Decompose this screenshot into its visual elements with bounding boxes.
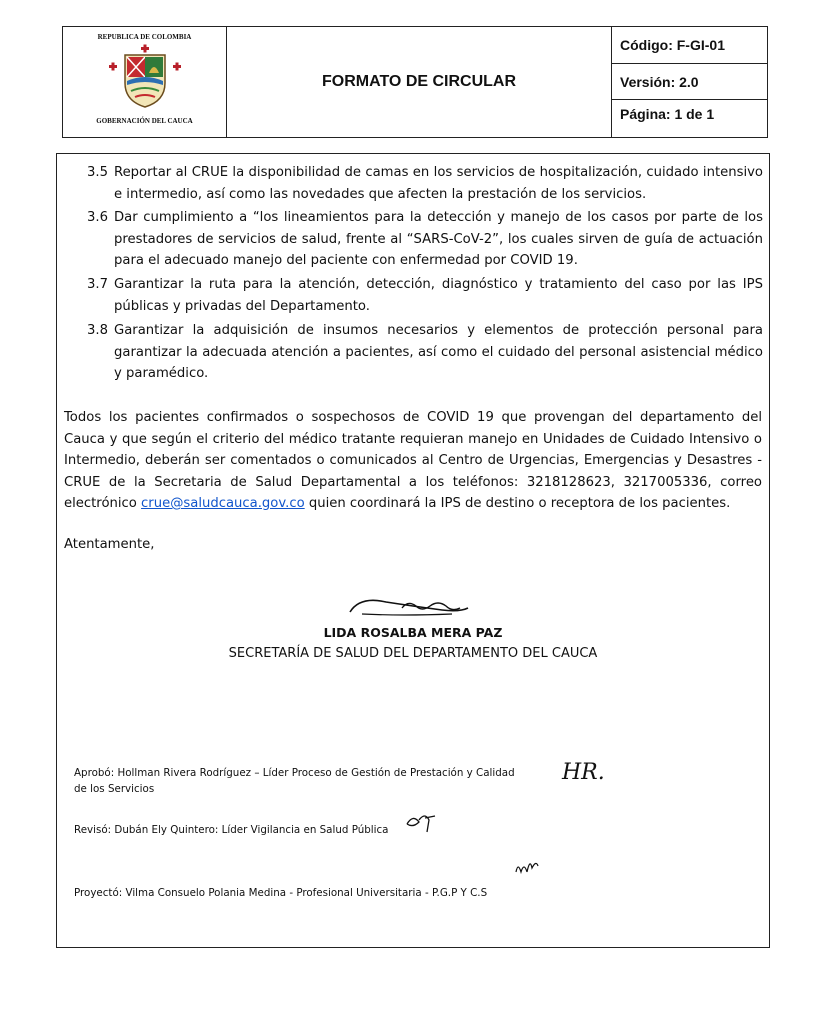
logo-top-text: REPUBLICA DE COLOMBIA [97,33,192,41]
closing-greeting: Atentamente, [64,537,155,552]
signer-role: SECRETARÍA DE SALUD DEL DEPARTAMENTO DEL CAUCA [228,646,598,661]
document-body [56,153,770,948]
item-number: 3.5 [87,165,108,180]
coat-of-arms-icon [105,43,185,113]
document-code: Código: F-GI-01 [612,27,767,64]
item-number: 3.7 [87,277,108,292]
approver-initials: HR. [562,760,605,785]
title-cell [227,27,612,137]
list-item [87,207,763,272]
logo-bottom-text: GOBERNACIÓN DEL CAUCA [96,117,193,125]
preparer-initials-icon [512,854,542,880]
document-version: Versión: 2.0 [612,64,767,100]
prepared-by: Proyectó: Vilma Consuelo Polania Medina - Profesional Universitaria - P.G.P Y C.S [74,887,488,899]
item-text: Dar cumplimiento a “los lineamientos para la detección y manejo de los casos por parte de los prestadores de servicios de salud, frente al “SARS-CoV-2”, los cuales sirven de guía de actuación para el adecuado manejo del paciente con enfermedad por COVID 19. [114,210,763,268]
document-header [62,26,768,138]
document-page: Página: 1 de 1 [620,106,715,122]
approved-by-line1: Aprobó: Hollman Rivera Rodríguez – Líder Proceso de Gestión de Prestación y Calidad [74,767,515,779]
reviewer-initials-icon [403,808,439,836]
info-cell [612,27,767,137]
item-number: 3.8 [87,323,108,338]
approved-by [74,765,515,797]
handwritten-signature [342,590,482,624]
item-text: Reportar al CRUE la disponibilidad de camas en los servicios de hospitalización, cuidado intensivo e intermedio, así como las novedades que afecten la prestación de los servicios. [114,165,763,202]
logo-cell [63,27,227,137]
paragraph-text-end: quien coordinará la IPS de destino o receptora de los pacientes. [304,496,731,511]
email-link[interactable]: crue@saludcauca.gov.co [141,496,305,511]
list-item [87,162,763,205]
item-number: 3.6 [87,210,108,225]
item-text: Garantizar la ruta para la atención, detección, diagnóstico y tratamiento del caso por las IPS públicas y privadas del Departamento. [114,277,763,314]
list-item [87,320,763,385]
document-title: FORMATO DE CIRCULAR [321,73,517,90]
reviewed-by: Revisó: Dubán Ely Quintero: Líder Vigilancia en Salud Pública [74,824,389,836]
paragraph-text: Todos los pacientes confirmados o sospechosos de COVID 19 que provengan del departamento del Cauca y que según el criterio del médico tratante requieran manejo en Unidades de Cuidado Intensivo o Intermedio, deberán ser comentados o comunicados al Centro de Urgencias, Emergencias y Desastres - CRUE de la Secretaria de Salud Departamental a los teléfonos: 3218128623, 3217005336, correo electrónico [64,410,762,511]
body-paragraph [64,407,762,515]
list-item [87,274,763,317]
signer-name: LIDA ROSALBA MERA PAZ [323,625,503,640]
item-text: Garantizar la adquisición de insumos necesarios y elementos de protección personal para garantizar la adecuada atención a pacientes, así como el cuidado del personal asistencial médico y paramédico. [114,323,763,381]
approved-by-line2: de los Servicios [74,783,155,795]
